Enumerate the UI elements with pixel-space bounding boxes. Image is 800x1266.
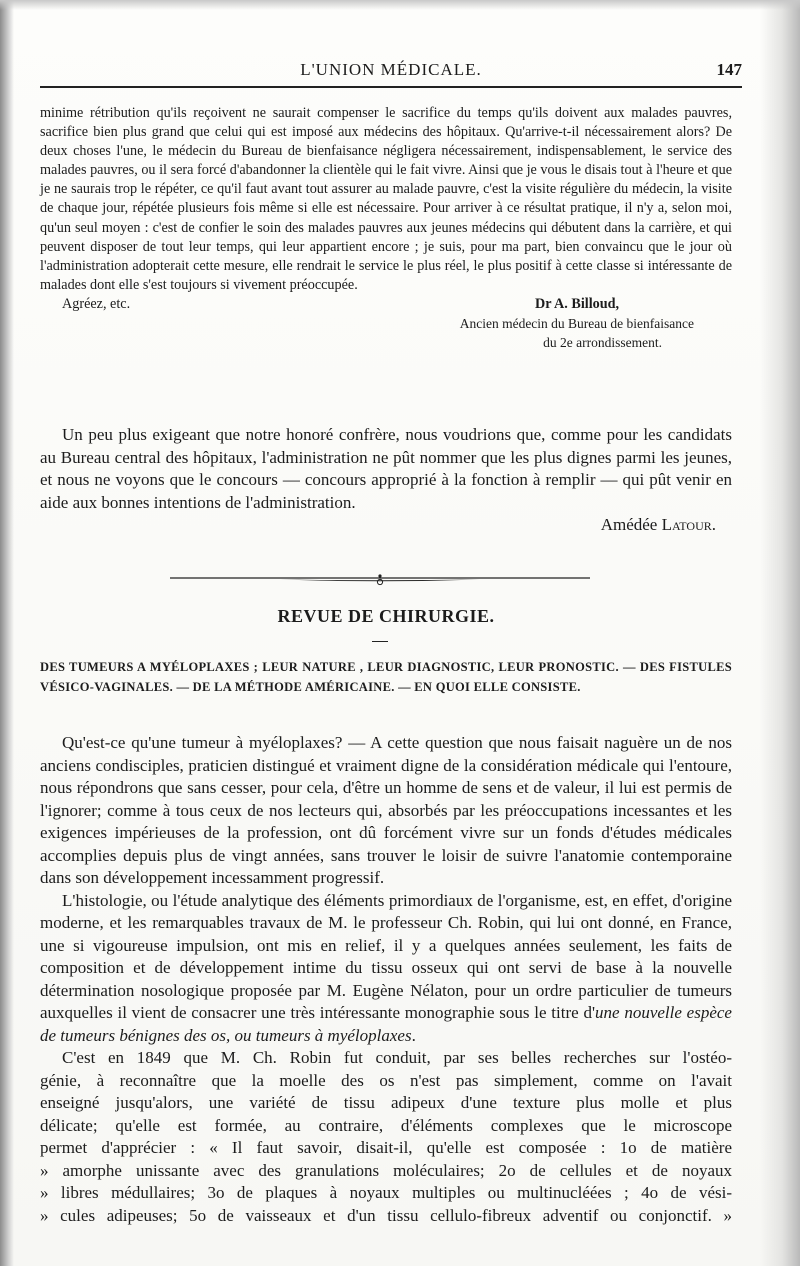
review-paragraph-2 [40,890,732,1048]
editor-signature-last: Latour. [661,515,716,534]
page-header [40,60,742,90]
review-paragraph-3-line: enseigné jusqu'alors, une variété de tissu adipeux d'une texture plus molle et plus [40,1093,732,1112]
running-title: L'UNION MÉDICALE. [300,60,482,79]
review-paragraph-3-line: » libres médullaires; 3o de plaques à noyaux multiples ou multinucléées ; 4o de vési- [40,1183,732,1202]
review-paragraph-2-main: L'histologie, ou l'étude analytique des éléments primordiaux de l'organisme, est, en effet, d'origine moderne, et les remarquables travaux de M. le professeur Ch. Robin, qui lui ont donné, en France, une si vigoureuse impulsion, ont mis en relief, il y a quelques années seulement, les faits de composition et de développement intime du tissu osseux qui ont servi de base à la nouvelle détermination nosologique proposée par M. Eugène Nélaton, pour un ordre particulier de tumeurs auxquelles il vient de consacrer une très intéressante monographie sous le titre d' [40,890,732,1022]
review-paragraph-3-line: » amorphe unissante avec des granulations moléculaires; 2o de cellules et de noyaux [40,1160,732,1180]
review-paragraph-2-end: . [411,1025,416,1045]
title-dash [372,641,388,642]
review-paragraph-3-line: C'est en 1849 que M. Ch. Robin fut conduit, par ses belles recherches sur l'ostéo- [62,1048,732,1067]
review-paragraph-1: Qu'est-ce qu'une tumeur à myéloplaxes? — A cette question que nous faisait naguère un de nos anciens condisciples, praticien distingué et vraiment digne de la considération médicale qui l'entoure, nous répondrons que sans cesser, pour cela, d'être un homme de sens et de valeur, il lui est permis de l'ignorer; comme à tous ceux de nos lecteurs qui, absorbés par les préoccupations incessantes et les exigences impérieuses de la profession, ont dû forcément vivre sur un fonds d'études médicales accomplies depuis plus de vingt années, sans trouver le loisir de suivre l'anatomie contemporaine dans son développement incessamment progressif. [40,733,732,887]
review-body [40,732,732,1227]
letter-closing: Agréez, etc. [62,295,131,312]
editor-note [40,424,732,537]
section-subheads: DES TUMEURS A MYÉLOPLAXES ; LEUR NATURE , LEUR DIAGNOSTIC, LEUR PRONOSTIC. — DES FISTULES VÉSICO-VAGINALES. — DE LA MÉTHODE AMÉRICAINE. — EN QUOI ELLE CONSISTE. [40,660,732,694]
review-paragraph-3-line: délicate; qu'elle est formée, au contraire, d'éléments complexes que le microscope [40,1115,732,1135]
review-paragraph-3-line: permet d'apprécier : « Il faut savoir, disait-il, qu'elle est composée : 1o de matière [40,1138,732,1157]
scan-edge-right [760,0,800,1266]
letter-paragraph: minime rétribution qu'ils reçoivent ne saurait compenser le sacrifice du temps qu'ils doivent aux malades pauvres, sacrifice bien plus grand que celui qui est imposé aux médecins des hôpitaux. Qu'arrive-t-il nécessairement alors? De deux choses l'une, le médecin du Bureau de bienfaisance négligera nécessairement, indispensablement, le service des malades pauvres, ou il sera forcé d'abandonner la clientèle qui le fait vivre. Ainsi que je vous le disais tout à l'heure et que je ne saurais trop le répéter, ce qu'il faut avant tout assurer au malade pauvre, c'est la visite régulière du médecin, la visite de chaque jour, répétée plusieurs fois même si elle est nécessaire. Pour arriver à ce résultat pratique, il n'y a, selon moi, qu'un seul moyen : c'est de confier le soin des malades pauvres aux jeunes médecins qui débutent dans la carrière, et qui peuvent disposer de tout leur temps, qui leur appartient encore ; je suis, pour ma part, bien convaincu que le jour où l'administration adopterait cette mesure, elle rendrait le service le plus réel, le plus positif à cette classe si intéressante de malades dont elle s'est toujours si vivement préoccupée. [40,105,732,293]
letter-signer: Dr A. Billoud, [535,295,620,312]
letter-signer-title: Ancien médecin du Bureau de bienfaisance [459,315,694,331]
section-title: REVUE DE CHIRURGIE. [277,606,495,626]
letter-block [40,104,732,352]
page-number: 147 [716,60,742,79]
editor-signature [40,514,732,537]
letter-sign-row [40,295,732,314]
section-divider-ornament [170,572,590,588]
header-rule [40,86,742,88]
editor-signature-first: Amédée [600,515,658,534]
review-paragraph-3-line: génie, à reconnaître que la moelle des os n'est pas simplement, comme on l'avait [40,1070,732,1090]
review-paragraph-3 [40,1047,732,1227]
letter-signer-district: du 2e arrondissement. [543,334,662,350]
monograph-title: une nouvelle espèce de tumeurs bénignes des os, ou tumeurs à myéloplaxes [40,1003,732,1045]
scan-edge-top [0,0,800,10]
review-paragraph-3-line: » cules adipeuses; 5o de vaisseaux et d'un tissu cellulo-fibreux adventif ou conjonctif. » [40,1205,732,1225]
editor-paragraph: Un peu plus exigeant que notre honoré confrère, nous voudrions que, comme pour les candidats au Bureau central des hôpitaux, l'administration ne pût nommer que les plus dignes parmi les jeunes, et nous ne voyons que le concours — concours approprié à la fonction à remplir — qui pût venir en aide aux bonnes intentions de l'administration. [40,425,732,512]
scan-edge-left [0,0,14,1266]
